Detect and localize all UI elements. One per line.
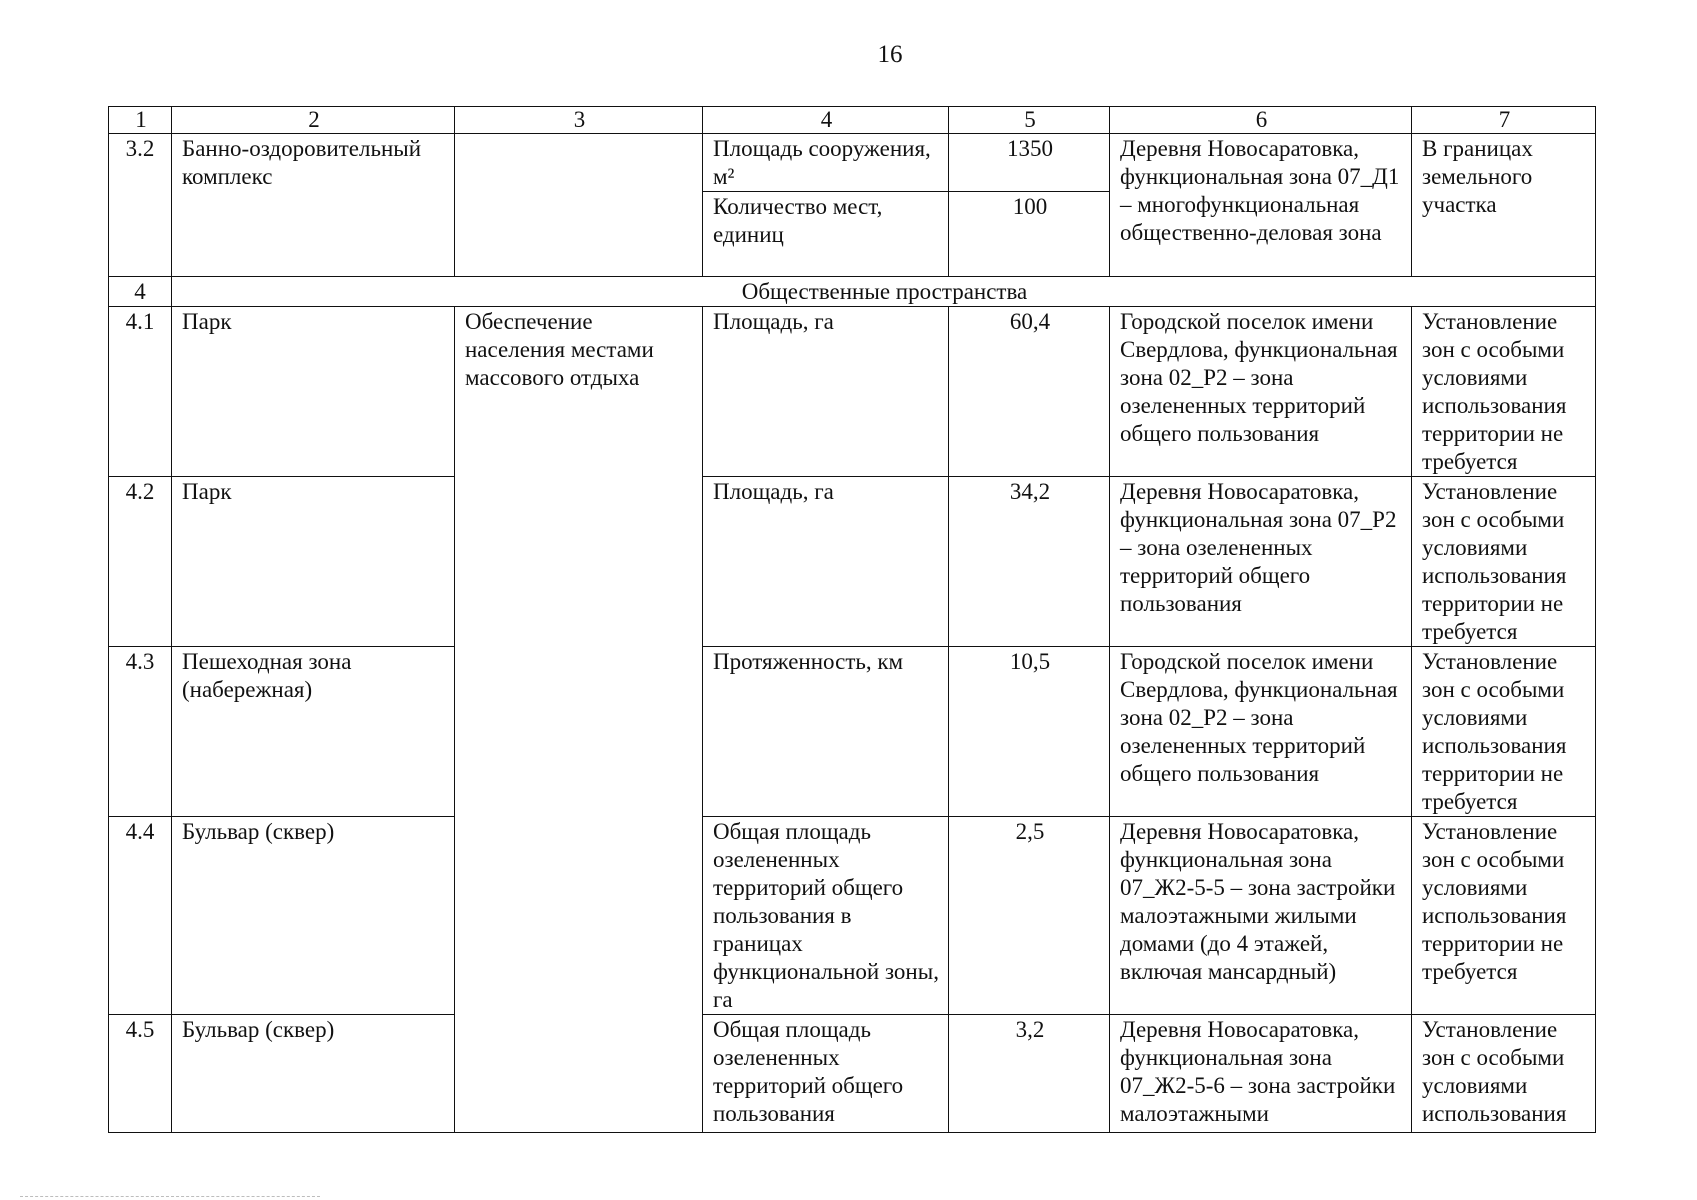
- object-name: Банно-оздоровительный комплекс: [172, 134, 455, 277]
- special-zone-note: Установление зон с особыми условиями использования территории не требуется: [1412, 477, 1596, 647]
- section-row: [109, 277, 1596, 307]
- column-header-4: 4: [703, 107, 949, 134]
- object-purpose: Обеспечение населения местами массового отдыха: [455, 307, 703, 1133]
- indicator-value: 60,4: [949, 307, 1110, 477]
- table-row-3-2: [109, 134, 1596, 192]
- special-zone-note: В границах земельного участка: [1412, 134, 1596, 277]
- facilities-table: [108, 106, 1596, 1133]
- object-name: Парк: [172, 307, 455, 477]
- column-header-6: 6: [1110, 107, 1412, 134]
- indicator-value: 3,2: [949, 1015, 1110, 1133]
- object-name: Бульвар (сквер): [172, 817, 455, 1015]
- scan-artifact-line: [20, 1196, 320, 1199]
- indicator-area: Площадь сооружения, м²: [703, 134, 949, 192]
- object-location: Деревня Новосаратовка, функциональная зона 07_Р2 – зона озелененных территорий общего пользования: [1110, 477, 1412, 647]
- object-location: Деревня Новосаратовка, функциональная зона 07_Ж2-5-5 – зона застройки малоэтажными жилыми домами (до 4 этажей, включая мансардный): [1110, 817, 1412, 1015]
- column-header-3: 3: [455, 107, 703, 134]
- indicator-area-value: 1350: [949, 134, 1110, 192]
- section-number: 4: [109, 277, 172, 307]
- section-title: Общественные пространства: [172, 277, 1596, 307]
- column-header-7: 7: [1412, 107, 1596, 134]
- table-row: [109, 817, 1596, 1015]
- table-row: [109, 647, 1596, 817]
- object-name: Бульвар (сквер): [172, 1015, 455, 1133]
- special-zone-note: Установление зон с особыми условиями использования: [1412, 1015, 1596, 1133]
- object-location: Городской поселок имени Свердлова, функциональная зона 02_Р2 – зона озелененных территорий общего пользования: [1110, 307, 1412, 477]
- object-name: Парк: [172, 477, 455, 647]
- column-header-1: 1: [109, 107, 172, 134]
- header-row: [109, 107, 1596, 134]
- indicator-value: 10,5: [949, 647, 1110, 817]
- special-zone-note: Установление зон с особыми условиями использования территории не требуется: [1412, 817, 1596, 1015]
- object-name: Пешеходная зона (набережная): [172, 647, 455, 817]
- table-row: [109, 477, 1596, 647]
- special-zone-note: Установление зон с особыми условиями использования территории не требуется: [1412, 307, 1596, 477]
- column-header-2: 2: [172, 107, 455, 134]
- object-purpose: [455, 134, 703, 277]
- indicator-value: 2,5: [949, 817, 1110, 1015]
- row-number: 4.4: [109, 817, 172, 1015]
- object-location: Городской поселок имени Свердлова, функциональная зона 02_Р2 – зона озелененных территорий общего пользования: [1110, 647, 1412, 817]
- table-row: [109, 307, 1596, 477]
- row-number: 3.2: [109, 134, 172, 277]
- object-location: Деревня Новосаратовка, функциональная зона 07_Д1 – многофункциональная общественно-деловая зона: [1110, 134, 1412, 277]
- indicator-name: Протяженность, км: [703, 647, 949, 817]
- column-header-5: 5: [949, 107, 1110, 134]
- indicator-seats: Количество мест, единиц: [703, 192, 949, 277]
- row-number: 4.5: [109, 1015, 172, 1133]
- row-number: 4.2: [109, 477, 172, 647]
- indicator-name: Общая площадь озелененных территорий общего пользования: [703, 1015, 949, 1133]
- table-row: [109, 1015, 1596, 1133]
- row-number: 4.3: [109, 647, 172, 817]
- special-zone-note: Установление зон с особыми условиями использования территории не требуется: [1412, 647, 1596, 817]
- indicator-name: Площадь, га: [703, 307, 949, 477]
- indicator-seats-value: 100: [949, 192, 1110, 277]
- object-location: Деревня Новосаратовка, функциональная зона 07_Ж2-5-6 – зона застройки малоэтажными: [1110, 1015, 1412, 1133]
- indicator-name: Общая площадь озелененных территорий общего пользования в границах функциональной зоны, га: [703, 817, 949, 1015]
- page-number: 16: [877, 41, 903, 68]
- indicator-value: 34,2: [949, 477, 1110, 647]
- row-number: 4.1: [109, 307, 172, 477]
- indicator-name: Площадь, га: [703, 477, 949, 647]
